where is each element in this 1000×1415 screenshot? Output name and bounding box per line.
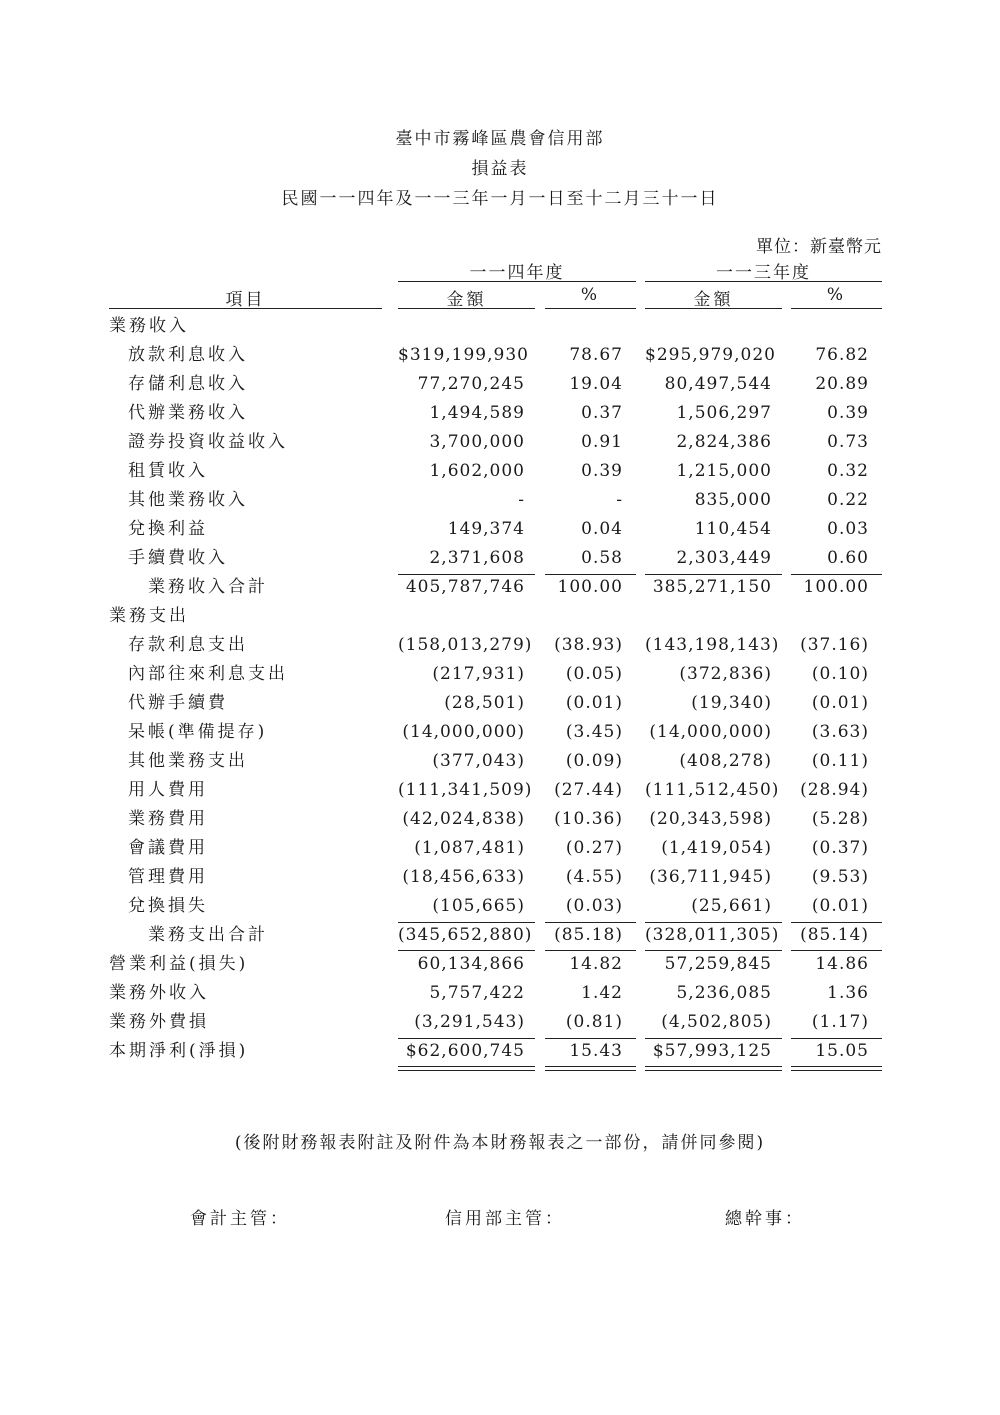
- amount-113: (25,661): [691, 896, 772, 916]
- row-label: 業務外費損: [109, 1012, 209, 1032]
- column-header-amount-113: 金額: [693, 290, 734, 310]
- amount-113: 835,000: [694, 490, 772, 510]
- amount-114: $319,199,930: [398, 345, 529, 365]
- percent-113: (0.01): [811, 693, 869, 713]
- rule-net-income-top-a1: [398, 1038, 535, 1039]
- double-rule-net-income-a2: [645, 1066, 782, 1071]
- percent-113: 15.05: [815, 1041, 869, 1061]
- rule-expense-total-p2: [791, 922, 882, 923]
- row-label: 放款利息收入: [128, 345, 248, 365]
- percent-114: 0.58: [581, 548, 623, 568]
- currency-unit: 單位：新臺幣元: [756, 237, 882, 257]
- amount-114: 60,134,866: [417, 954, 525, 974]
- double-rule-net-income-p1: [545, 1066, 636, 1071]
- row-label: 兌換損失: [128, 896, 208, 916]
- table-row: [0, 864, 1000, 893]
- double-rule-net-income-p2: [791, 1066, 882, 1071]
- amount-113: $295,979,020: [645, 345, 776, 365]
- amount-114: (3,291,543): [414, 1012, 525, 1032]
- percent-113: 0.03: [827, 519, 869, 539]
- table-row: [0, 806, 1000, 835]
- amount-113: (4,502,805): [661, 1012, 772, 1032]
- rule-expense-total-bottom-p2: [791, 950, 882, 951]
- rule-net-income-top-p1: [545, 1038, 636, 1039]
- amount-114: 1,494,589: [429, 403, 525, 423]
- table-row: [0, 922, 1000, 951]
- rule-net-income-top-a2: [645, 1038, 782, 1039]
- percent-113: (85.14): [800, 925, 869, 945]
- rule-expense-total-a2: [645, 922, 782, 923]
- statement-period: 民國一一四年及一一三年一月一日至十二月三十一日: [281, 189, 719, 209]
- percent-114: 1.42: [581, 983, 623, 1003]
- table-row: [0, 458, 1000, 487]
- table-row: [0, 574, 1000, 603]
- amount-114: $62,600,745: [405, 1041, 525, 1061]
- amount-114: 3,700,000: [429, 432, 525, 452]
- percent-114: 78.67: [569, 345, 623, 365]
- row-label: 租賃收入: [128, 461, 208, 481]
- amount-113: $57,993,125: [652, 1041, 772, 1061]
- amount-114: (18,456,633): [402, 867, 525, 887]
- double-rule-net-income-a1: [398, 1066, 535, 1071]
- amount-114: 149,374: [447, 519, 525, 539]
- signature-general-manager: 總幹事：: [725, 1209, 805, 1229]
- percent-114: (4.55): [565, 867, 623, 887]
- percent-113: (37.16): [800, 635, 869, 655]
- percent-113: (1.17): [811, 1012, 869, 1032]
- header-rule-amount-114: [398, 308, 535, 309]
- row-label: 本期淨利(淨損): [109, 1041, 249, 1061]
- row-label: 內部往來利息支出: [128, 664, 288, 684]
- rule-expense-total-a1: [398, 922, 535, 923]
- percent-114: 15.43: [569, 1041, 623, 1061]
- percent-114: 0.39: [581, 461, 623, 481]
- amount-114: -: [518, 490, 525, 510]
- amount-113: (36,711,945): [649, 867, 772, 887]
- amount-113: 57,259,845: [664, 954, 772, 974]
- percent-113: 0.60: [827, 548, 869, 568]
- percent-113: 20.89: [815, 374, 869, 394]
- column-header-item: 項目: [225, 290, 266, 310]
- amount-114: (217,931): [432, 664, 525, 684]
- table-row: [0, 429, 1000, 458]
- amount-114: (105,665): [432, 896, 525, 916]
- row-label: 代辦手續費: [128, 693, 228, 713]
- table-row: [0, 1009, 1000, 1038]
- table-row: [0, 951, 1000, 980]
- amount-114: 1,602,000: [429, 461, 525, 481]
- percent-114: 14.82: [569, 954, 623, 974]
- header-rule-item: [109, 308, 382, 309]
- row-label: 業務費用: [128, 809, 208, 829]
- row-label: 營業利益(損失): [109, 954, 249, 974]
- signature-credit-supervisor: 信用部主管：: [445, 1209, 565, 1229]
- percent-113: 1.36: [827, 983, 869, 1003]
- amount-113: (14,000,000): [649, 722, 772, 742]
- amount-114: 2,371,608: [429, 548, 525, 568]
- table-row: [0, 835, 1000, 864]
- column-header-pct-114: %: [580, 285, 601, 305]
- statement-title: 損益表: [471, 159, 529, 179]
- table-row: [0, 371, 1000, 400]
- rule-expense-total-p1: [545, 922, 636, 923]
- row-label: 業務收入: [109, 316, 189, 336]
- amount-114: (28,501): [444, 693, 525, 713]
- amount-114: (158,013,279): [398, 635, 533, 655]
- column-header-amount-114: 金額: [446, 290, 487, 310]
- rule-revenue-total-p1: [545, 574, 636, 575]
- percent-113: (0.11): [811, 751, 869, 771]
- percent-113: 0.73: [827, 432, 869, 452]
- rule-revenue-total-p2: [791, 574, 882, 575]
- percent-113: 0.32: [827, 461, 869, 481]
- percent-114: (0.03): [565, 896, 623, 916]
- table-row: [0, 632, 1000, 661]
- header-rule-pct-114: [545, 308, 636, 309]
- percent-113: (3.63): [811, 722, 869, 742]
- amount-113: (372,836): [679, 664, 772, 684]
- table-row: [0, 1038, 1000, 1067]
- header-rule-amount-113: [645, 308, 782, 309]
- amount-113: (1,419,054): [661, 838, 772, 858]
- year-header-113: 一一三年度: [716, 263, 811, 283]
- percent-114: (0.27): [565, 838, 623, 858]
- percent-114: 19.04: [569, 374, 623, 394]
- year-underline-113: [645, 281, 882, 282]
- row-label: 管理費用: [128, 867, 208, 887]
- amount-114: (14,000,000): [402, 722, 525, 742]
- row-label: 其他業務收入: [128, 490, 248, 510]
- amount-113: 110,454: [694, 519, 772, 539]
- table-row: [0, 603, 1000, 632]
- percent-114: (38.93): [554, 635, 623, 655]
- percent-113: 100.00: [803, 577, 869, 597]
- amount-113: (20,343,598): [649, 809, 772, 829]
- percent-114: (0.05): [565, 664, 623, 684]
- table-row: [0, 342, 1000, 371]
- rule-net-income-top-p2: [791, 1038, 882, 1039]
- percent-114: 0.37: [581, 403, 623, 423]
- row-label: 存款利息支出: [128, 635, 248, 655]
- row-label: 會議費用: [128, 838, 208, 858]
- amount-113: (111,512,450): [645, 780, 780, 800]
- amount-114: (111,341,509): [398, 780, 533, 800]
- percent-113: (5.28): [811, 809, 869, 829]
- row-label: 業務支出合計: [148, 925, 268, 945]
- percent-114: (0.01): [565, 693, 623, 713]
- table-row: [0, 313, 1000, 342]
- table-row: [0, 545, 1000, 574]
- percent-114: (3.45): [565, 722, 623, 742]
- year-header-114: 一一四年度: [469, 263, 565, 283]
- amount-113: (328,011,305): [645, 925, 780, 945]
- table-row: [0, 487, 1000, 516]
- year-underline-114: [398, 281, 636, 282]
- row-label: 代辦業務收入: [128, 403, 248, 423]
- footnote: (後附財務報表附註及附件為本財務報表之一部份，請併同參閱): [234, 1133, 766, 1153]
- amount-114: (345,652,880): [398, 925, 533, 945]
- signature-accounting-supervisor: 會計主管：: [190, 1209, 290, 1229]
- row-label: 證券投資收益收入: [128, 432, 288, 452]
- amount-114: 5,757,422: [429, 983, 525, 1003]
- header-rule-pct-113: [791, 308, 882, 309]
- row-label: 其他業務支出: [128, 751, 248, 771]
- percent-114: (0.09): [565, 751, 623, 771]
- amount-113: (408,278): [679, 751, 772, 771]
- column-header-pct-113: %: [826, 285, 847, 305]
- percent-113: (0.10): [811, 664, 869, 684]
- amount-113: 2,303,449: [676, 548, 772, 568]
- percent-114: (10.36): [554, 809, 623, 829]
- percent-113: 0.39: [827, 403, 869, 423]
- row-label: 業務外收入: [109, 983, 209, 1003]
- rule-expense-total-bottom-a2: [645, 950, 782, 951]
- table-row: [0, 893, 1000, 922]
- table-row: [0, 719, 1000, 748]
- rule-expense-total-bottom-a1: [398, 950, 535, 951]
- rule-revenue-total-a1: [398, 574, 535, 575]
- amount-113: 80,497,544: [664, 374, 772, 394]
- amount-113: 1,506,297: [676, 403, 772, 423]
- percent-113: 14.86: [815, 954, 869, 974]
- percent-113: 0.22: [827, 490, 869, 510]
- table-row: [0, 400, 1000, 429]
- row-label: 手續費收入: [128, 548, 228, 568]
- row-label: 業務收入合計: [148, 577, 268, 597]
- percent-113: (0.01): [811, 896, 869, 916]
- percent-113: (0.37): [811, 838, 869, 858]
- percent-114: 0.04: [581, 519, 623, 539]
- amount-113: (19,340): [691, 693, 772, 713]
- percent-113: (9.53): [811, 867, 869, 887]
- amount-114: (1,087,481): [414, 838, 525, 858]
- table-row: [0, 777, 1000, 806]
- table-row: [0, 516, 1000, 545]
- rule-revenue-total-a2: [645, 574, 782, 575]
- percent-114: (85.18): [554, 925, 623, 945]
- row-label: 用人費用: [128, 780, 208, 800]
- table-row: [0, 690, 1000, 719]
- percent-114: (0.81): [565, 1012, 623, 1032]
- row-label: 存儲利息收入: [128, 374, 248, 394]
- percent-114: (27.44): [554, 780, 623, 800]
- percent-114: -: [616, 490, 623, 510]
- amount-114: 405,787,746: [405, 577, 525, 597]
- row-label: 業務支出: [109, 606, 189, 626]
- organization-name: 臺中市霧峰區農會信用部: [395, 129, 605, 149]
- percent-114: 0.91: [581, 432, 623, 452]
- amount-113: 1,215,000: [676, 461, 772, 481]
- percent-113: (28.94): [800, 780, 869, 800]
- amount-114: (42,024,838): [402, 809, 525, 829]
- rule-expense-total-bottom-p1: [545, 950, 636, 951]
- amount-114: (377,043): [432, 751, 525, 771]
- amount-113: 385,271,150: [652, 577, 772, 597]
- row-label: 兌換利益: [128, 519, 208, 539]
- amount-114: 77,270,245: [417, 374, 525, 394]
- percent-114: 100.00: [557, 577, 623, 597]
- percent-113: 76.82: [815, 345, 869, 365]
- table-row: [0, 661, 1000, 690]
- table-row: [0, 748, 1000, 777]
- row-label: 呆帳(準備提存): [128, 722, 268, 742]
- amount-113: (143,198,143): [645, 635, 780, 655]
- amount-113: 2,824,386: [676, 432, 772, 452]
- table-row: [0, 980, 1000, 1009]
- amount-113: 5,236,085: [676, 983, 772, 1003]
